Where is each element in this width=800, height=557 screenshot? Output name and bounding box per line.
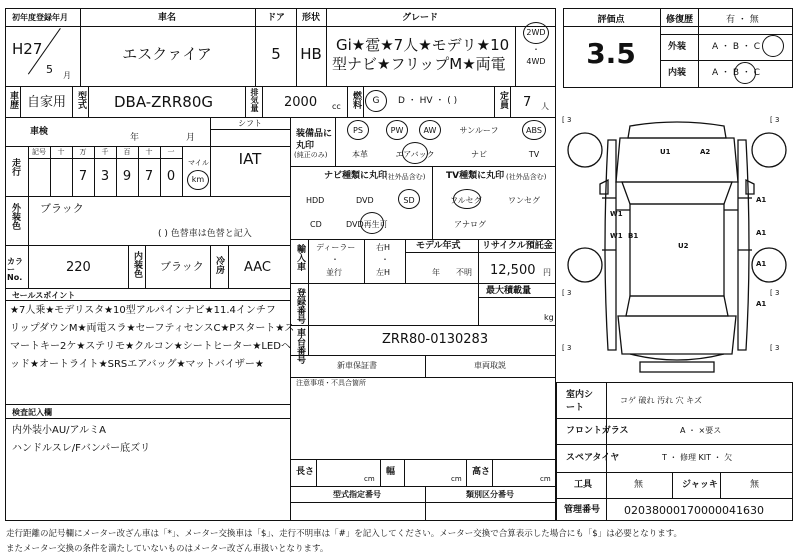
mileage-label: 走行 bbox=[10, 158, 20, 176]
doors: 5 bbox=[271, 45, 281, 63]
line bbox=[380, 459, 381, 486]
line bbox=[116, 146, 117, 196]
line bbox=[182, 146, 183, 196]
navi-sub: (社外品含む) bbox=[385, 173, 426, 181]
width-label: 幅 bbox=[386, 467, 396, 477]
line bbox=[50, 146, 51, 196]
sales-line-1: ★7人乗★モデリスタ★10型アルパインナビ★11.4インチフ bbox=[10, 305, 276, 316]
max-load-label: 最大積載量 bbox=[486, 286, 532, 296]
mileage-digit-header: 十 bbox=[145, 148, 153, 156]
usage: 自家用 bbox=[27, 95, 67, 110]
line bbox=[308, 283, 309, 355]
line bbox=[72, 86, 73, 117]
shaken-month-unit: 月 bbox=[186, 133, 196, 143]
color-label: 外装色 bbox=[10, 203, 20, 230]
glass-value: A ・ ×要ス bbox=[680, 426, 722, 435]
sales-label: セールスポイント bbox=[12, 291, 76, 300]
inspector-line-1: 内外装小AU/アルミA bbox=[12, 425, 106, 436]
line bbox=[404, 459, 405, 486]
line bbox=[94, 146, 95, 196]
line bbox=[556, 498, 793, 499]
line bbox=[290, 459, 556, 460]
notes-label: 注意事項・不具合箇所 bbox=[296, 379, 366, 387]
line bbox=[308, 239, 309, 283]
recycle-yen: 円 bbox=[543, 268, 551, 277]
bracket-tr: [ 3 bbox=[770, 116, 780, 124]
line bbox=[72, 146, 73, 196]
import-rh: 右H bbox=[376, 243, 391, 252]
glass-label: フロントガラス bbox=[566, 426, 629, 436]
import-dealer: ディーラー bbox=[316, 243, 356, 252]
line bbox=[556, 472, 793, 473]
line bbox=[5, 418, 290, 419]
line bbox=[290, 117, 291, 521]
line bbox=[5, 245, 290, 246]
interior-color-label: 内装色 bbox=[132, 251, 142, 278]
line bbox=[128, 245, 129, 288]
line bbox=[405, 239, 406, 283]
grade-label: グレード bbox=[401, 13, 439, 23]
equip-airbag: エアバック bbox=[395, 150, 435, 159]
line bbox=[363, 86, 364, 117]
repair-value: 有 ・ 無 bbox=[726, 15, 759, 25]
line bbox=[326, 8, 327, 86]
capacity: 7 bbox=[523, 95, 532, 110]
color-no: 220 bbox=[66, 260, 91, 275]
damage-mark: A1 bbox=[756, 196, 767, 204]
line bbox=[290, 325, 556, 326]
line bbox=[478, 297, 556, 298]
displacement: 2000 bbox=[284, 95, 318, 110]
mileage-digit-header: 記号 bbox=[32, 148, 46, 156]
equipment-label: 装備品に丸印 bbox=[296, 129, 333, 151]
damage-mark: A1 bbox=[756, 229, 767, 237]
bracket-bl: [ 3 bbox=[562, 289, 572, 297]
line bbox=[28, 196, 29, 245]
equipment-sublabel: (純正のみ) bbox=[294, 151, 328, 159]
line bbox=[255, 8, 256, 86]
reg-month-unit: 月 bbox=[63, 71, 71, 80]
tv-oneseg: ワンセグ bbox=[508, 196, 540, 205]
mileage-digit: 7 bbox=[144, 169, 154, 184]
line bbox=[494, 86, 495, 117]
inspector-label: 検査記入欄 bbox=[12, 408, 52, 417]
line bbox=[5, 26, 556, 27]
displacement-label: 排気量 bbox=[250, 88, 259, 112]
drive-dot: ・ bbox=[532, 45, 540, 54]
line bbox=[138, 146, 139, 196]
line bbox=[296, 8, 297, 86]
doors-label: ドア bbox=[267, 13, 285, 23]
ac-label: 冷房 bbox=[214, 256, 224, 274]
line bbox=[28, 158, 182, 159]
damage-mark: B1 bbox=[628, 232, 639, 240]
reg-year: H27 bbox=[12, 40, 43, 58]
spare-value: T ・ 修理 KIT ・ 欠 bbox=[662, 453, 733, 462]
line bbox=[660, 60, 793, 61]
line bbox=[556, 444, 793, 445]
damage-mark: A1 bbox=[756, 260, 767, 268]
exterior-c-circle bbox=[762, 35, 784, 57]
navi-cd: CD bbox=[310, 220, 322, 229]
grade-line2: 型ナビ★フリップM★両電 bbox=[332, 55, 506, 73]
equip-ps: PS bbox=[353, 126, 363, 135]
navi-label: ナビ種類に丸印 bbox=[324, 171, 388, 181]
bracket-br2: [ 3 bbox=[770, 344, 780, 352]
line bbox=[262, 86, 263, 117]
usage-label: 車歴 bbox=[8, 91, 18, 109]
exterior-label: 外装 bbox=[668, 42, 687, 52]
footer-line-1: 走行距離の記号欄にメーター改ざん車は「*」、メーター交換車は「$」、走行不明車は「#」を記入してください。メーター交換で合算表示した場合にも「$」は必要となります。 bbox=[6, 529, 683, 539]
line bbox=[5, 117, 556, 118]
fuel-label: 燃料 bbox=[351, 91, 361, 109]
ac: AAC bbox=[244, 260, 271, 275]
line bbox=[290, 239, 556, 240]
tv-label: TV種類に丸印 bbox=[446, 171, 505, 181]
line bbox=[80, 8, 81, 86]
interior-label: 内装 bbox=[668, 68, 687, 78]
fuel-g: G bbox=[372, 96, 380, 106]
model-label: 型式 bbox=[76, 91, 86, 109]
line bbox=[160, 146, 161, 196]
inspector-line-2: ハンドルスレ/Fバンパー底ズリ bbox=[12, 443, 151, 454]
sales-line-4: ッド★オートライト★SRSエアバッグ★マットバイザー★ bbox=[10, 359, 264, 370]
line bbox=[660, 8, 661, 88]
class-label: 類別区分番号 bbox=[466, 490, 514, 499]
line bbox=[347, 86, 348, 117]
drive-2wd: 2WD bbox=[526, 28, 546, 37]
line bbox=[20, 86, 21, 117]
drive-4wd: 4WD bbox=[526, 57, 546, 66]
line bbox=[478, 239, 479, 283]
line bbox=[364, 239, 365, 283]
jack-value: 無 bbox=[750, 480, 760, 490]
equip-tv: TV bbox=[528, 150, 540, 159]
line bbox=[210, 245, 211, 288]
damage-mark: A2 bbox=[700, 148, 711, 156]
shaken-label: 車検 bbox=[30, 127, 49, 137]
height-label: 高さ bbox=[472, 467, 491, 477]
tv-sub: (社外品含む) bbox=[506, 173, 547, 181]
tools-value: 無 bbox=[634, 480, 644, 490]
line bbox=[290, 377, 556, 378]
seat-items: コゲ 破れ 汚れ 穴 キズ bbox=[620, 396, 703, 405]
equip-abs: ABS bbox=[526, 126, 542, 135]
width-cm: cm bbox=[451, 475, 462, 483]
line bbox=[672, 472, 673, 498]
color-value: ブラック bbox=[40, 202, 84, 215]
mileage-digit: 7 bbox=[78, 169, 88, 184]
equip-leather: 本革 bbox=[352, 150, 368, 159]
bracket-bl2: [ 3 bbox=[562, 344, 572, 352]
shift: IAT bbox=[238, 150, 262, 168]
equip-navi: ナビ bbox=[471, 150, 487, 159]
mileage-digit: 0 bbox=[166, 169, 176, 184]
manual-label: 車両取説 bbox=[474, 361, 506, 370]
line bbox=[245, 86, 246, 117]
fuel-rest: D ・ HV ・ ( ) bbox=[398, 96, 458, 106]
mileage-digit: 3 bbox=[100, 169, 110, 184]
damage-mark: A1 bbox=[756, 300, 767, 308]
shaken-year-unit: 年 bbox=[130, 133, 140, 143]
model-year-label: モデル年式 bbox=[416, 241, 461, 251]
shape-label: 形状 bbox=[301, 13, 321, 23]
line bbox=[432, 166, 433, 239]
line bbox=[290, 502, 556, 503]
mgmt-value: 02038000170000041630 bbox=[624, 504, 764, 517]
mgmt-label: 管理番号 bbox=[564, 505, 601, 515]
line bbox=[5, 404, 290, 405]
line bbox=[316, 459, 317, 486]
capacity-label: 定員 bbox=[498, 91, 508, 109]
line bbox=[228, 245, 229, 288]
import-dot-1: ・ bbox=[331, 255, 339, 264]
line bbox=[88, 86, 89, 117]
line bbox=[492, 459, 493, 486]
import-dot-2: ・ bbox=[381, 255, 389, 264]
equip-sunroof: サンルーフ bbox=[459, 126, 499, 135]
mileage-digit-header: 一 bbox=[167, 148, 175, 156]
length-cm: cm bbox=[364, 475, 375, 483]
repair-label: 修復歴 bbox=[666, 15, 694, 25]
navi-dvd-play: DVD再生可 bbox=[346, 220, 388, 229]
line bbox=[5, 146, 290, 147]
line bbox=[290, 166, 556, 167]
line bbox=[563, 26, 793, 27]
tv-analog: アナログ bbox=[454, 220, 486, 229]
car-damage-diagram bbox=[560, 110, 796, 380]
grade-line1: Gi★雹★7人★モデリ★10 bbox=[336, 36, 510, 54]
navi-dvd: DVD bbox=[356, 196, 374, 205]
car-name: エスクァイア bbox=[122, 45, 212, 63]
line bbox=[5, 300, 290, 301]
line bbox=[290, 486, 556, 487]
line bbox=[335, 117, 336, 166]
capacity-unit: 人 bbox=[541, 102, 549, 111]
import-parallel: 並行 bbox=[326, 268, 342, 277]
mile-label: マイル bbox=[188, 159, 209, 167]
line bbox=[425, 486, 426, 521]
spare-label: スペアタイヤ bbox=[566, 453, 620, 463]
import-label: 輸入車 bbox=[295, 244, 305, 271]
line bbox=[210, 129, 290, 130]
type-cert-label: 型式指定番号 bbox=[333, 490, 381, 499]
navi-hdd: HDD bbox=[306, 196, 325, 205]
mileage-digit-header: 千 bbox=[101, 148, 109, 156]
line bbox=[5, 196, 290, 197]
height-cm: cm bbox=[540, 475, 551, 483]
model-year-unit: 年 bbox=[432, 268, 440, 277]
line bbox=[466, 459, 467, 486]
tv-fullseg: フルセグ bbox=[450, 196, 482, 205]
color-no-label: カラーNo. bbox=[7, 257, 23, 282]
mileage-digit-header: 百 bbox=[123, 148, 131, 156]
model: DBA-ZRR80G bbox=[114, 93, 214, 111]
line bbox=[425, 355, 426, 377]
sales-line-3: マートキー2ケ★ステリモ★クルコン★シートヒーター★LEDヘ bbox=[10, 341, 291, 352]
reg-month: 5 bbox=[46, 63, 53, 76]
import-lh: 左H bbox=[376, 268, 391, 277]
sales-line-2: リップダウンM★両電スラ★セーフティセンスC★Pスタート★ス bbox=[10, 323, 295, 334]
footer-line-2: またメーター交換の条件を満たしていないものはメーター改ざん車扱いとなります。 bbox=[6, 544, 329, 554]
line bbox=[720, 472, 721, 498]
line bbox=[28, 245, 29, 288]
km-label: km bbox=[191, 175, 205, 184]
frame-number: ZRR80-0130283 bbox=[382, 332, 489, 347]
shift-label: シフト bbox=[238, 119, 262, 128]
line bbox=[290, 283, 556, 284]
navi-sd: SD bbox=[403, 196, 415, 205]
displacement-unit: cc bbox=[332, 102, 341, 111]
score-label: 評価点 bbox=[597, 15, 625, 25]
score-value: 3.5 bbox=[586, 37, 636, 70]
jack-label: ジャッキ bbox=[682, 480, 718, 490]
line bbox=[510, 86, 511, 117]
tools-label: 工具 bbox=[574, 480, 593, 490]
damage-mark: W1 bbox=[610, 232, 623, 240]
equip-aw: AW bbox=[423, 126, 437, 135]
line bbox=[478, 283, 479, 325]
line bbox=[290, 355, 556, 356]
damage-mark: W1 bbox=[610, 210, 623, 218]
line bbox=[606, 382, 607, 521]
damage-mark: U2 bbox=[678, 242, 689, 250]
shape: HB bbox=[300, 45, 322, 63]
max-load-kg: kg bbox=[544, 313, 554, 322]
mileage-digit-header: 万 bbox=[79, 148, 87, 156]
interior-value: A ・ B ・ C bbox=[712, 68, 761, 78]
line bbox=[515, 26, 516, 86]
exterior-value: A ・ B ・ C bbox=[712, 42, 761, 52]
line bbox=[5, 288, 290, 289]
warranty-label: 新車保証書 bbox=[337, 361, 377, 370]
interior-b-circle bbox=[734, 62, 756, 84]
interior-color: ブラック bbox=[160, 260, 204, 273]
bracket-tl: [ 3 bbox=[562, 116, 572, 124]
line bbox=[405, 252, 556, 253]
line bbox=[698, 8, 699, 88]
recycle-label: リサイクル預託金 bbox=[482, 241, 553, 251]
line bbox=[145, 245, 146, 288]
line bbox=[28, 146, 29, 196]
equip-pw: PW bbox=[390, 126, 404, 135]
line bbox=[556, 418, 793, 419]
model-year-unknown: 不明 bbox=[456, 268, 472, 277]
damage-mark: U1 bbox=[660, 148, 671, 156]
seat-label: 室内シート bbox=[566, 390, 594, 413]
length-label: 長さ bbox=[296, 467, 315, 477]
frame-label: 車台番号 bbox=[295, 328, 305, 364]
color-note: ( ) 色替車は色替と記入 bbox=[158, 229, 252, 239]
bracket-br: [ 3 bbox=[770, 289, 780, 297]
reg-year-label: 初年度登録年月 bbox=[12, 13, 68, 22]
registration-label: 登録番号 bbox=[295, 288, 305, 324]
recycle-value: 12,500 bbox=[490, 263, 536, 278]
car-name-label: 車名 bbox=[157, 13, 177, 23]
mileage-digit: 9 bbox=[122, 169, 132, 184]
mileage-digit-header: 十 bbox=[57, 148, 65, 156]
